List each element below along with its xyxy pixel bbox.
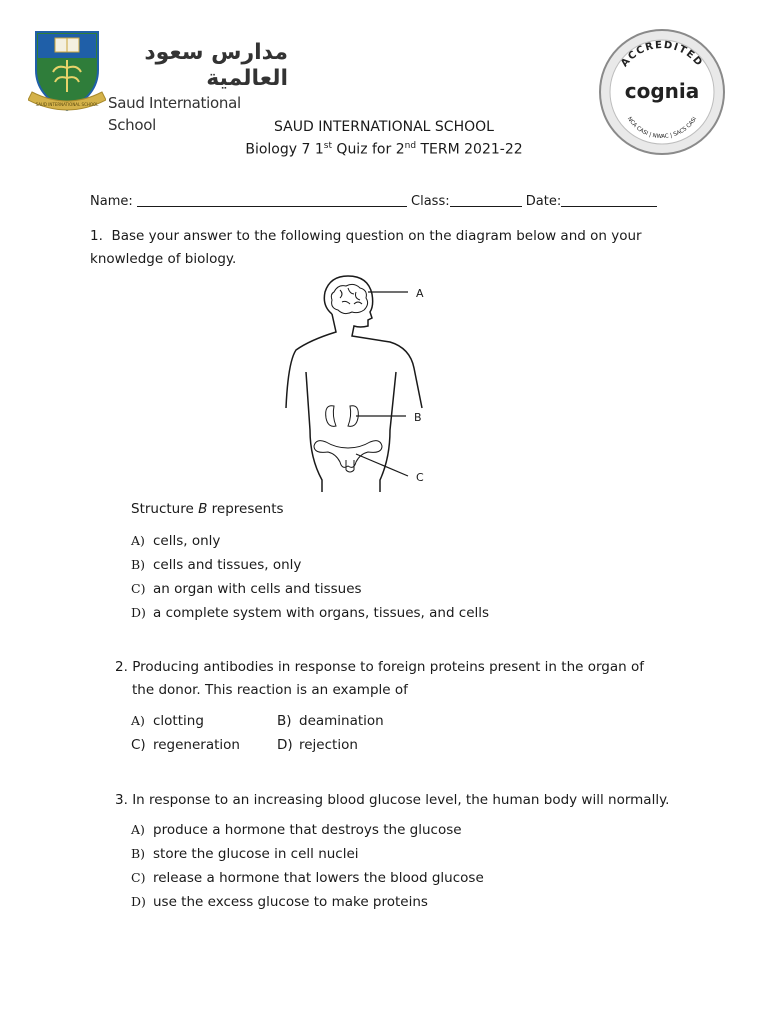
question-1-number: 1. — [90, 228, 103, 244]
question-1-stem: Structure B represents — [131, 501, 284, 517]
question-2-options — [131, 709, 384, 757]
seal-bottom-text: NCA CASI | NWAC | SACS CASI — [625, 116, 699, 141]
q3-option-c[interactable]: C) release a hormone that lowers the blood glucose — [131, 870, 484, 886]
diagram-label-b: B — [414, 411, 422, 424]
seal-accredited-text: ACCREDITED — [619, 39, 705, 70]
human-body-diagram — [270, 270, 440, 495]
diagram-label-a: A — [416, 287, 424, 300]
question-3-number: 3. — [115, 792, 128, 808]
name-blank[interactable] — [137, 192, 407, 207]
q3-option-d[interactable]: D) use the excess glucose to make proteins — [131, 894, 428, 910]
quiz-subtitle: Biology 7 1st Quiz for 2nd TERM 2021-22 — [245, 141, 523, 158]
diagram-label-c: C — [416, 471, 424, 484]
cognia-accreditation-seal — [598, 28, 726, 156]
question-2-text: 2. Producing antibodies in response to foreign proteins present in the organ of the donor. This reaction is an example of — [115, 659, 645, 698]
school-name-english: Saud International School — [108, 94, 241, 134]
seal-brand-text: cognia — [624, 79, 700, 103]
page-title: SAUD INTERNATIONAL SCHOOL — [274, 119, 494, 135]
student-info-line — [90, 192, 657, 209]
q3-option-a[interactable]: A) produce a hormone that destroys the glucose — [131, 822, 462, 838]
q2-option-b[interactable]: B) deamination — [277, 713, 384, 729]
q2-option-a[interactable]: A) clotting — [131, 713, 204, 729]
date-blank[interactable] — [561, 192, 657, 207]
question-1-text: 1. Base your answer to the following question on the diagram below and on your knowledge of biology. — [90, 228, 642, 267]
question-3-text: 3. In response to an increasing blood glucose level, the human body will normally. — [115, 792, 670, 808]
school-name-arabic: مدارس سعود العالمية — [144, 40, 288, 91]
logo-ribbon-text: SAUD INTERNATIONAL SCHOOL — [35, 102, 99, 107]
date-label: Date: — [525, 194, 562, 209]
q1-option-a[interactable]: A) cells, only — [131, 533, 221, 549]
question-3-options — [131, 818, 484, 914]
q3-option-b[interactable]: B) store the glucose in cell nuclei — [131, 846, 359, 862]
name-label: Name: — [90, 194, 133, 209]
q2-option-c[interactable]: C) regeneration — [131, 737, 240, 753]
class-label: Class: — [411, 194, 450, 209]
q1-option-c[interactable]: C) an organ with cells and tissues — [131, 581, 362, 597]
question-2-number: 2. — [115, 659, 128, 675]
school-logo — [28, 26, 106, 116]
q1-option-b[interactable]: B) cells and tissues, only — [131, 557, 302, 573]
q2-option-d[interactable]: D) rejection — [277, 737, 358, 753]
class-blank[interactable] — [450, 192, 522, 207]
question-1-options — [131, 529, 489, 625]
q1-option-d[interactable]: D) a complete system with organs, tissues, and cells — [131, 605, 490, 621]
